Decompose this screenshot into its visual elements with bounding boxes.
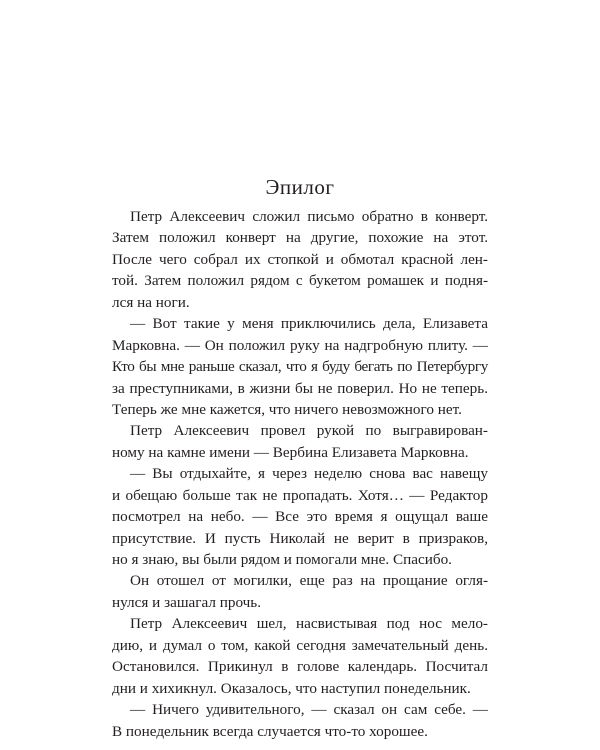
text-line: дни и хихикнул. Оказалось, что наступил понедельник. (112, 679, 471, 697)
text-line: и обещаю больше так не пропадать. Хотя… — Редактор (112, 486, 488, 504)
body-text (112, 206, 488, 742)
text-line: присутствие. И пусть Николай не верит в призраков, (112, 529, 488, 547)
text-line: Петр Алексеевич сложил письмо обратно в конверт. (130, 208, 488, 225)
text-line: Остановился. Прикинул в голове календарь. Посчитал (112, 658, 488, 676)
text-line: Петр Алексеевич шел, насвистывая под нос мело- (130, 615, 488, 633)
text-line: — Ничего удивительного, — сказал он сам себе. — (130, 701, 488, 719)
text-line: Петр Алексеевич провел рукой по выгравирован- (130, 422, 488, 440)
text-line: После чего собрал их стопкой и обмотал красной лен- (112, 250, 488, 268)
text-line: но я знаю, вы были рядом и помогали мне. Спасибо. (112, 551, 452, 568)
text-line: — Вы отдыхайте, я через неделю снова вас навещу (130, 465, 488, 483)
text-line: — Вот такие у меня приключились дела, Елизавета (130, 315, 488, 333)
text-line: Марковна. — Он положил руку на надгробную плиту. — (112, 336, 488, 354)
text-line: В понедельник всегда случается что-то хорошее. (112, 722, 428, 740)
text-line: посмотрел на небо. — Все это время я ощущал ваше (112, 508, 488, 526)
text-line: Он отошел от могилки, еще раз на прощание огля- (130, 572, 488, 590)
text-line: ному на камне имени — Вербина Елизавета Марковна. (112, 443, 469, 461)
text-line: нулся и зашагал прочь. (112, 593, 262, 611)
text-line: за преступниками, в жизни бы не поверил. Но не теперь. (112, 379, 488, 397)
text-line: той. Затем положил рядом с букетом ромашек и подня- (112, 272, 488, 290)
text-line: Кто бы мне раньше сказал, что я буду бегать по Петербургу (112, 358, 488, 376)
chapter-title: Эпилог (265, 175, 335, 199)
text-line: Теперь же мне кажется, что ничего невозможного нет. (112, 400, 462, 418)
text-line: дию, и думал о том, какой сегодня замечательный день. (112, 636, 488, 654)
text-line: Затем положил конверт на другие, похожие на этот. (112, 229, 488, 247)
text-line: лся на ноги. (112, 293, 190, 311)
